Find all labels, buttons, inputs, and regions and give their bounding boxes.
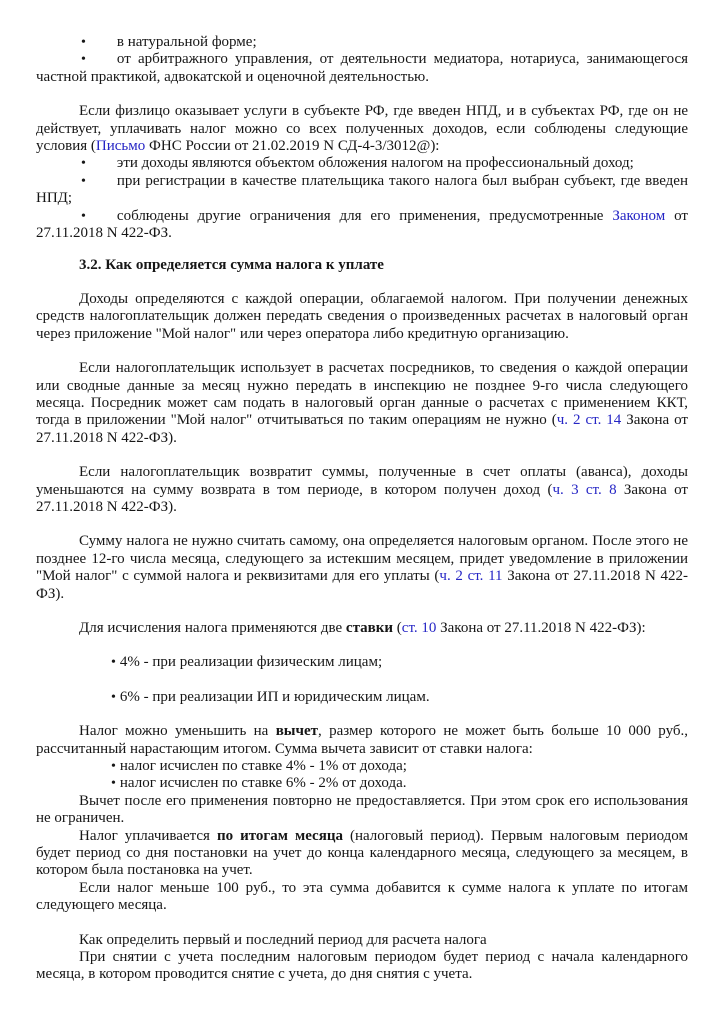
bold-stavki: ставки <box>345 619 394 636</box>
bold-vychet: вычет <box>275 723 319 740</box>
bullet-item-other-restrictions <box>36 208 688 243</box>
bullet-item-text: налог исчислен по ставке 4% - 1% от дохода; <box>119 758 407 774</box>
bullet-item-text: налог исчислен по ставке 6% - 2% от дохода. <box>119 775 407 792</box>
bullet-item-deduction-4 <box>36 758 688 775</box>
bullet-item-rate-6 <box>36 689 688 706</box>
paragraph-notification <box>36 533 688 603</box>
bullet-item-text: 6% - при реализации ИП и юридическим лицам. <box>119 688 430 705</box>
paragraph-conditions <box>36 103 688 155</box>
paragraph-text: Если физлицо оказывает услуги в субъекте РФ, где введен НПД, и в субъектах РФ, где он не действует, уплачивать налог можно со всех полученных доходов, если соблюдены следующие условия ( <box>36 103 688 155</box>
link-zakon-422fz[interactable]: Законом <box>612 207 666 224</box>
paragraph-deduction <box>36 723 688 758</box>
link-st10[interactable]: ст. 10 <box>401 619 437 636</box>
bold-po-itogam-mesyaca: по итогам месяца <box>216 827 343 844</box>
paragraph-intermediaries <box>36 360 688 447</box>
paragraph-text: Налог можно уменьшить на <box>79 723 276 740</box>
bullet-item-natural-form <box>36 34 688 51</box>
paragraph-rates <box>36 620 688 637</box>
paragraph-text: Закона от 27.11.2018 N 422-ФЗ). <box>36 481 688 515</box>
link-ch2-st14[interactable]: ч. 2 ст. 14 <box>556 412 622 429</box>
bullet-item-text: от арбитражного управления, от деятельности медиатора, нотариуса, занимающегося частной практикой, адвокатской и оценочной деятельностью. <box>36 51 688 85</box>
bullet-marker-icon: • <box>111 776 116 792</box>
bullet-marker-icon: • <box>81 52 86 68</box>
bullet-item-text: в натуральной форме; <box>116 34 257 50</box>
paragraph-text: Закона от 27.11.2018 N 422-ФЗ). <box>36 568 689 602</box>
paragraph-text: ( <box>393 619 402 636</box>
paragraph-text: Если налогоплательщик возвратит суммы, полученные в счет оплаты (аванса), доходы уменьшаются на сумму возврата в том периоде, в котором получен доход ( <box>36 464 688 498</box>
paragraph-text: Закона от 27.11.2018 N 422-ФЗ): <box>436 619 646 636</box>
link-ch3-st8[interactable]: ч. 3 ст. 8 <box>552 481 617 498</box>
paragraph-text: ФНС России от 21.02.2019 N СД-4-3/3012@): <box>145 138 440 155</box>
bullet-marker-icon: • <box>81 208 86 224</box>
paragraph-how-determine-period: Как определить первый и последний период для расчета налога <box>79 931 487 948</box>
bullet-marker-icon: • <box>81 173 86 189</box>
paragraph-text: Сумму налога не нужно считать самому, она определяется налоговым органом. После этого не позднее 12-го числа месяца, следующего за истекшим месяцем, придет уведомление в приложении "Мой налог" с суммой налога и реквизитами для его уплаты ( <box>36 533 688 585</box>
section-heading-3-2: 3.2. Как определяется сумма налога к уплате <box>79 257 384 274</box>
paragraph-deduction-once: Вычет после его применения повторно не предоставляется. При этом срок его использования не ограничен. <box>36 792 688 827</box>
paragraph-text: Для исчисления налога применяются две <box>79 619 346 636</box>
bullet-item-text: 4% - при реализации физическим лицам; <box>119 654 383 671</box>
bullet-marker-icon: • <box>81 156 86 172</box>
bullet-item-text: соблюдены другие ограничения для его применения, предусмотренные <box>116 207 613 224</box>
paragraph-text: (налоговый период). Первым налоговым периодом будет период со дня постановки на учет до конца календарного месяца, следующего за месяцем, в котором была постановка на учет. <box>36 827 688 879</box>
paragraph-tax-period <box>36 828 688 880</box>
paragraph-text: , размер которого не может быть больше 10 000 руб., рассчитанный нарастающим итогом. Сумма вычета зависит от ставки налога: <box>36 723 688 757</box>
bullet-marker-icon: • <box>111 655 116 671</box>
paragraph-text: Налог уплачивается <box>79 827 217 844</box>
bullet-item-registration-subject <box>36 173 688 208</box>
bullet-item-text: при регистрации в качестве плательщика такого налога был выбран субъект, где введен НПД; <box>36 172 688 207</box>
paragraph-text: Закона от 27.11.2018 N 422-ФЗ). <box>36 412 688 446</box>
paragraph-returns <box>36 464 688 516</box>
paragraph-text: Если налогоплательщик использует в расчетах посредников, то сведения о каждой операции или сводные данные за месяц нужно передать в инспекцию не позднее 9-го числа следующего месяца. Посредник может сам подать в налоговый орган данные о расчетах с применением ККТ, тогда в приложении "Мой налог" отчитываться по таким операциям не нужно ( <box>36 360 688 429</box>
bullet-item-deduction-6 <box>36 775 688 792</box>
bullet-item-text: эти доходы являются объектом обложения налогом на профессиональный доход; <box>116 155 634 172</box>
bullet-marker-icon: • <box>81 35 86 50</box>
bullet-marker-icon: • <box>111 689 116 705</box>
paragraph-incomes: Доходы определяются с каждой операции, облагаемой налогом. При получении денежных средств налогоплательщик должен передать сведения о произведенных расчетах в налоговый орган через приложение "Мой налог" или через оператора либо кредитную организацию. <box>36 290 688 342</box>
link-pismo-fns[interactable]: Письмо <box>95 138 146 155</box>
paragraph-deregistration: При снятии с учета последним налоговым периодом будет период с начала календарного месяца, в котором проводится снятие с учета, до дня снятия с учета. <box>36 949 688 983</box>
bullet-item-rate-4 <box>36 654 688 671</box>
bullet-item-arbitration <box>36 51 688 86</box>
bullet-item-text: от 27.11.2018 N 422-ФЗ. <box>36 207 688 242</box>
paragraph-less-100: Если налог меньше 100 руб., то эта сумма добавится к сумме налога к уплате по итогам следующего месяца. <box>36 879 688 914</box>
bullet-item-income-object <box>36 155 688 172</box>
bullet-marker-icon: • <box>111 759 116 774</box>
link-ch2-st11[interactable]: ч. 2 ст. 11 <box>439 568 503 585</box>
